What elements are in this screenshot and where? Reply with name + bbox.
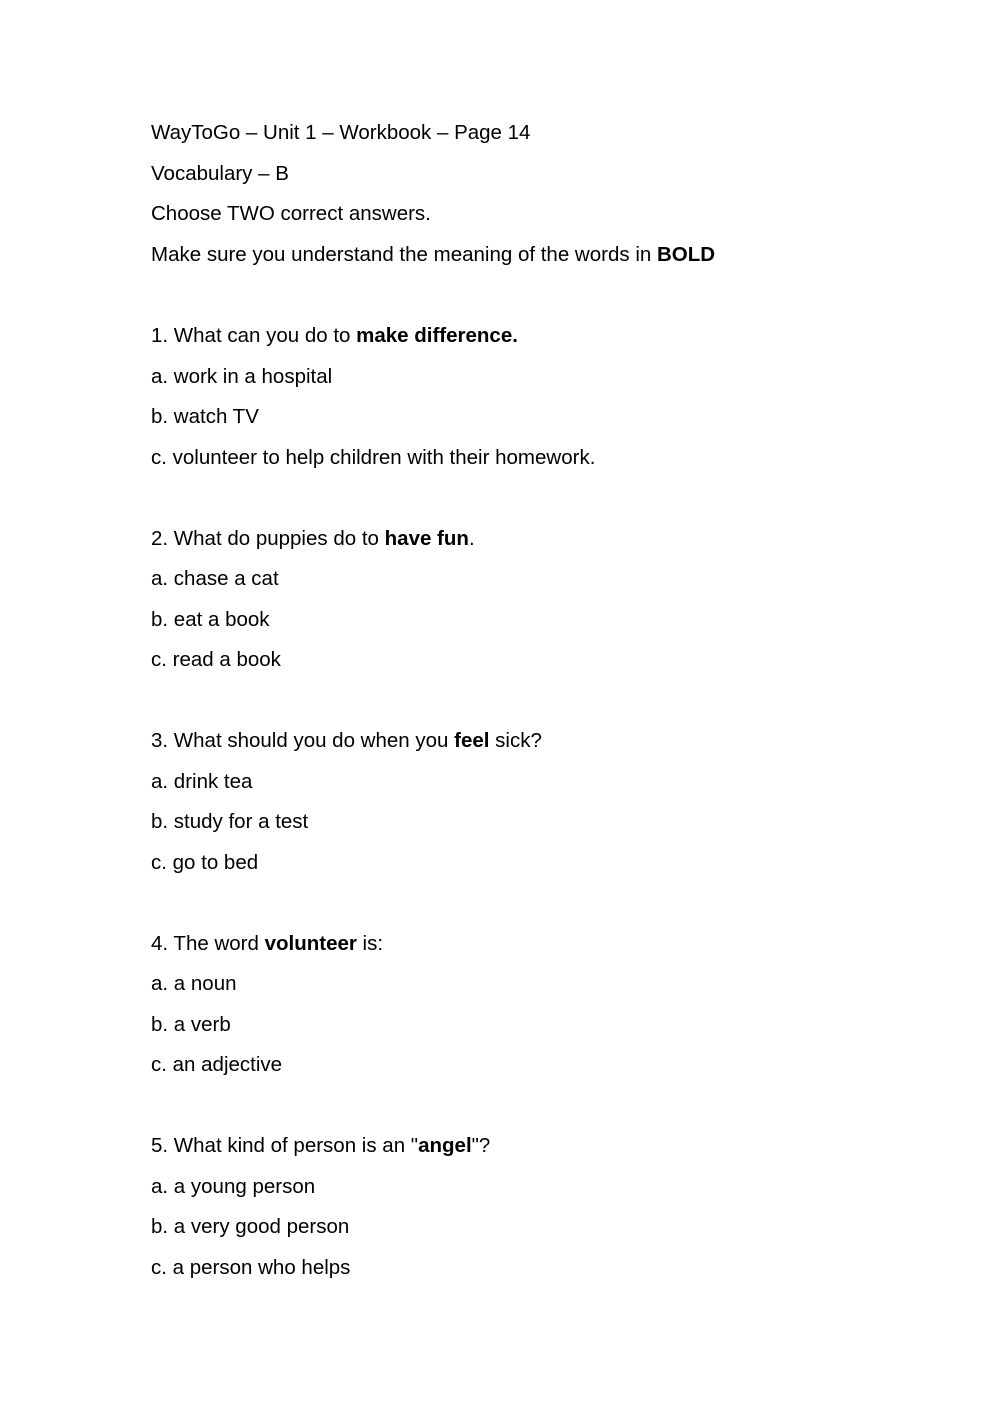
question-3-suffix: sick?	[489, 729, 542, 752]
question-5-option-b: b. a very good person	[151, 1215, 350, 1238]
question-4-option-b: b. a verb	[151, 1013, 231, 1036]
question-2-suffix: .	[468, 527, 475, 550]
question-5-text: 5. What kind of person is an "	[151, 1134, 419, 1157]
question-2-option-c: c. read a book	[151, 648, 281, 671]
question-1-option-b: b. watch TV	[151, 405, 259, 428]
question-1-option-c: c. volunteer to help children with their homework.	[151, 446, 596, 469]
question-5-suffix: "?	[471, 1134, 491, 1157]
question-5-option-a: a. a young person	[151, 1175, 316, 1198]
question-2-option-b: b. eat a book	[151, 608, 270, 631]
question-4-option-a: a. a noun	[151, 972, 237, 995]
question-3-option-c: c. go to bed	[151, 851, 259, 874]
question-2-option-a: a. chase a cat	[151, 567, 279, 590]
question-3	[151, 728, 542, 754]
question-5	[151, 1133, 490, 1159]
question-4-keyword: volunteer	[264, 932, 357, 955]
section-label: Vocabulary – B	[151, 162, 289, 185]
question-3-option-a: a. drink tea	[151, 770, 253, 793]
question-4-option-c: c. an adjective	[151, 1053, 283, 1076]
question-5-keyword: angel	[418, 1134, 472, 1157]
bold-note-emphasis: BOLD	[656, 243, 716, 266]
question-4-suffix: is:	[356, 932, 384, 955]
question-1-keyword: make difference.	[356, 324, 518, 347]
question-4	[151, 931, 383, 957]
worksheet-title: WayToGo – Unit 1 – Workbook – Page 14	[151, 121, 531, 144]
question-2-text: 2. What do puppies do to	[151, 527, 385, 550]
question-2-keyword: have fun	[384, 527, 469, 550]
bold-note-text: Make sure you understand the meaning of the words in	[151, 243, 657, 266]
question-1-option-a: a. work in a hospital	[151, 365, 333, 388]
bold-note	[151, 242, 715, 268]
question-3-option-b: b. study for a test	[151, 810, 309, 833]
question-3-text: 3. What should you do when you	[151, 729, 455, 752]
question-4-text: 4. The word	[151, 932, 265, 955]
instruction-text: Choose TWO correct answers.	[151, 202, 431, 225]
question-1	[151, 323, 518, 349]
question-2	[151, 526, 475, 552]
question-5-option-c: c. a person who helps	[151, 1256, 351, 1279]
question-1-text: 1. What can you do to	[151, 324, 357, 347]
question-3-keyword: feel	[454, 729, 490, 752]
